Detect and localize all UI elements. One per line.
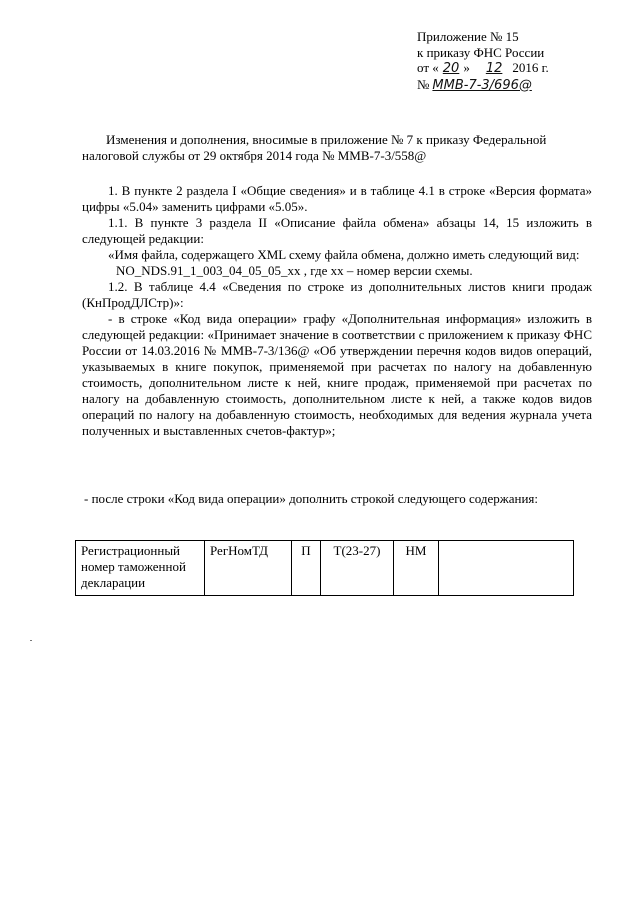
paragraph-1: 1. В пункте 2 раздела I «Общие сведения» и в таблице 4.1 в строке «Версия формата» цифры «5.04» заменить цифрами «5.05».: [82, 183, 592, 214]
handwritten-month: 12: [485, 61, 503, 76]
paragraph-filename-rule: «Имя файла, содержащего XML схему файла обмена, должно иметь следующий вид:: [108, 247, 580, 262]
order-reference: к приказу ФНС России: [417, 44, 545, 60]
appendix-number: Приложение № 15: [417, 29, 519, 44]
document-body-last: [36, 491, 592, 507]
table-cell-additional-info: [439, 541, 574, 596]
table-cell-type: П: [292, 541, 321, 596]
paragraph-1-2: 1.2. В таблице 4.4 «Сведения по строке из дополнительных листов книги продаж (КнПродДЛСтр)»:: [82, 279, 592, 310]
appendix-header: [417, 29, 549, 93]
handwritten-number: ММВ-7-3/696@: [432, 77, 532, 93]
paragraph-1-1: 1.1. В пункте 3 раздела II «Описание файла обмена» абзацы 14, 15 изложить в следующей редакции:: [82, 215, 592, 246]
document-body: [82, 183, 592, 439]
paragraph-operation-code: - в строке «Код вида операции» графу «Дополнительная информация» изложить в следующей редакции: «Принимает значение в соответствии с приложением к приказу ФНС России от 14.03.2016 № ММВ-7-3/136@ «Об утверждении перечня кодов видов операций, указываемых в книге покупок, применяемой при расчетах по налогу на добавленную стоимость, дополнительном листе к ней, книге продаж, применяемой при расчетах по налогу на добавленную стоимость, дополнительном листе к ней, а также кодов видов операций по налогу на добавленную стоимость, необходимых для ведения журнала учета полученных и выставленных счетов-фактур»;: [82, 311, 592, 438]
handwritten-day: 20: [442, 61, 460, 76]
paragraph-filename: NO_NDS.91_1_003_04_05_05_xx , где хх – номер версии схемы.: [116, 263, 473, 278]
table-row: [76, 541, 574, 596]
scan-speck: [30, 640, 32, 641]
table-cell-required: НМ: [394, 541, 439, 596]
order-number: № ММВ-7-3/696@: [417, 76, 532, 93]
inserted-row-table: [75, 540, 574, 596]
document-title: Изменения и дополнения, вносимые в приложение № 7 к приказу Федеральной налоговой службы от 29 октября 2014 года № ММВ-7-3/558@: [82, 132, 547, 163]
order-date: от « 20 » 12 2016 г.: [417, 60, 549, 76]
table-cell-description: Регистрационный номер таможенной декларации: [76, 541, 205, 596]
table-cell-format: T(23-27): [321, 541, 394, 596]
paragraph-add-row: - после строки «Код вида операции» дополнить строкой следующего содержания:: [84, 491, 539, 506]
table-cell-element: РегНомТД: [205, 541, 292, 596]
